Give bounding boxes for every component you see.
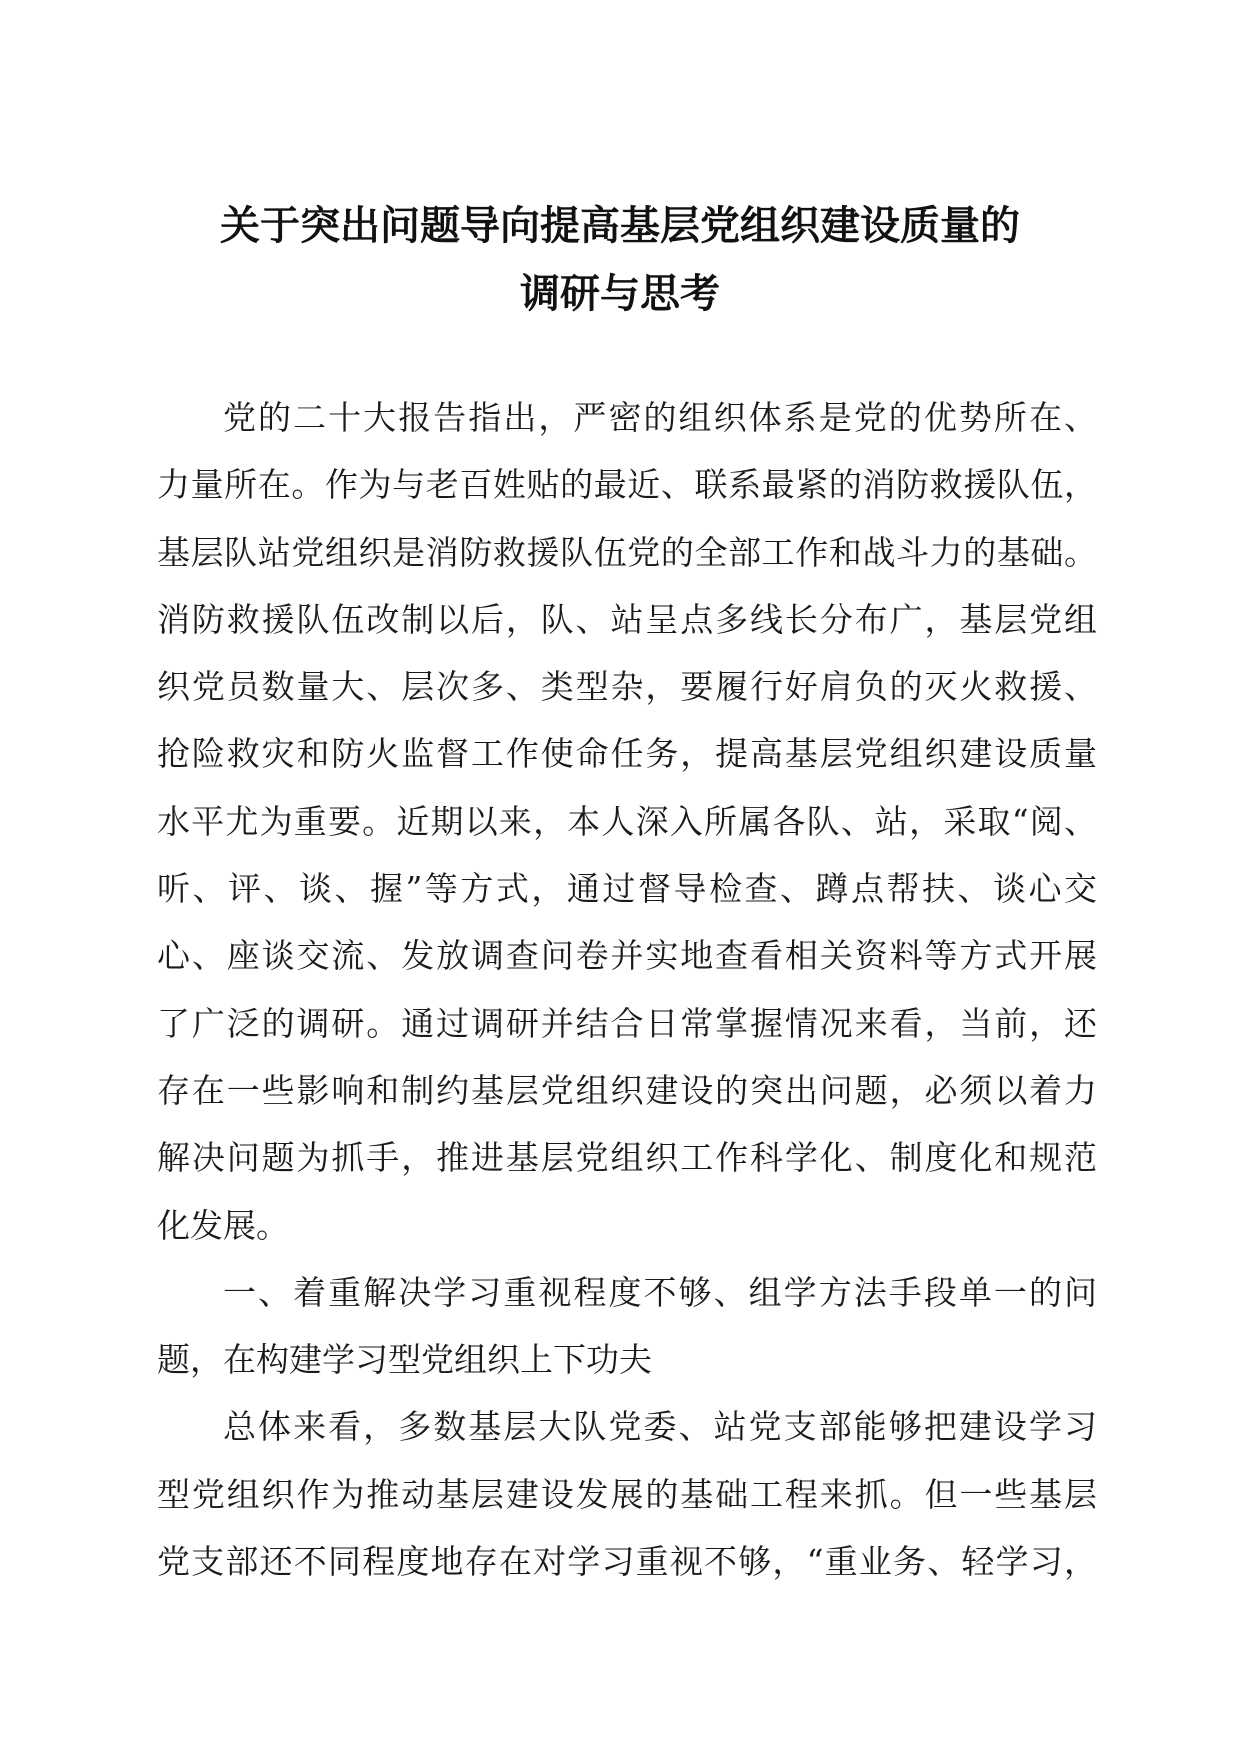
body-line: 基层队站党组织是消防救援队伍党的全部工作和战斗力的基础。	[157, 532, 1097, 572]
title-line-1: 关于突出问题导向提高基层党组织建设质量的	[220, 203, 1020, 249]
body-line: 党的二十大报告指出，严密的组织体系是党的优势所在、	[223, 398, 1097, 437]
body-line: 消防救援队伍改制以后，队、站呈点多线长分布广，基层党组	[157, 599, 1097, 639]
document-body	[157, 384, 1097, 1595]
body-line: 总体来看，多数基层大队党委、站党支部能够把建设学习	[223, 1407, 1097, 1447]
document-title	[150, 192, 1090, 328]
body-line: 了广泛的调研。通过调研并结合日常掌握情况来看，当前，还	[157, 1003, 1097, 1043]
section-heading-line: 题，在构建学习型党组织上下功夫	[157, 1340, 652, 1380]
body-line: 化发展。	[157, 1205, 289, 1245]
body-line: 心、座谈交流、发放调查问卷并实地查看相关资料等方式开展	[157, 936, 1097, 976]
body-line: 力量所在。作为与老百姓贴的最近、联系最紧的消防救援队伍，	[157, 465, 1097, 505]
section-heading-line: 一、着重解决学习重视程度不够、组学方法手段单一的问	[223, 1272, 1097, 1312]
body-line: 型党组织作为推动基层建设发展的基础工程来抓。但一些基层	[157, 1474, 1097, 1514]
body-line: 织党员数量大、层次多、类型杂，要履行好肩负的灭火救援、	[157, 667, 1097, 707]
body-line: 水平尤为重要。近期以来，本人深入所属各队、站，采取“阅、	[157, 801, 1097, 841]
body-line: 抢险救灾和防火监督工作使命任务，提高基层党组织建设质量	[157, 734, 1097, 774]
body-line: 党支部还不同程度地存在对学习重视不够，“重业务、轻学习，	[157, 1542, 1097, 1582]
body-line: 解决问题为抓手，推进基层党组织工作科学化、制度化和规范	[157, 1138, 1097, 1178]
body-line: 听、评、谈、握”等方式，通过督导检查、蹲点帮扶、谈心交	[157, 869, 1097, 909]
body-line: 存在一些影响和制约基层党组织建设的突出问题，必须以着力	[157, 1070, 1097, 1110]
title-line-2: 调研与思考	[520, 271, 720, 317]
